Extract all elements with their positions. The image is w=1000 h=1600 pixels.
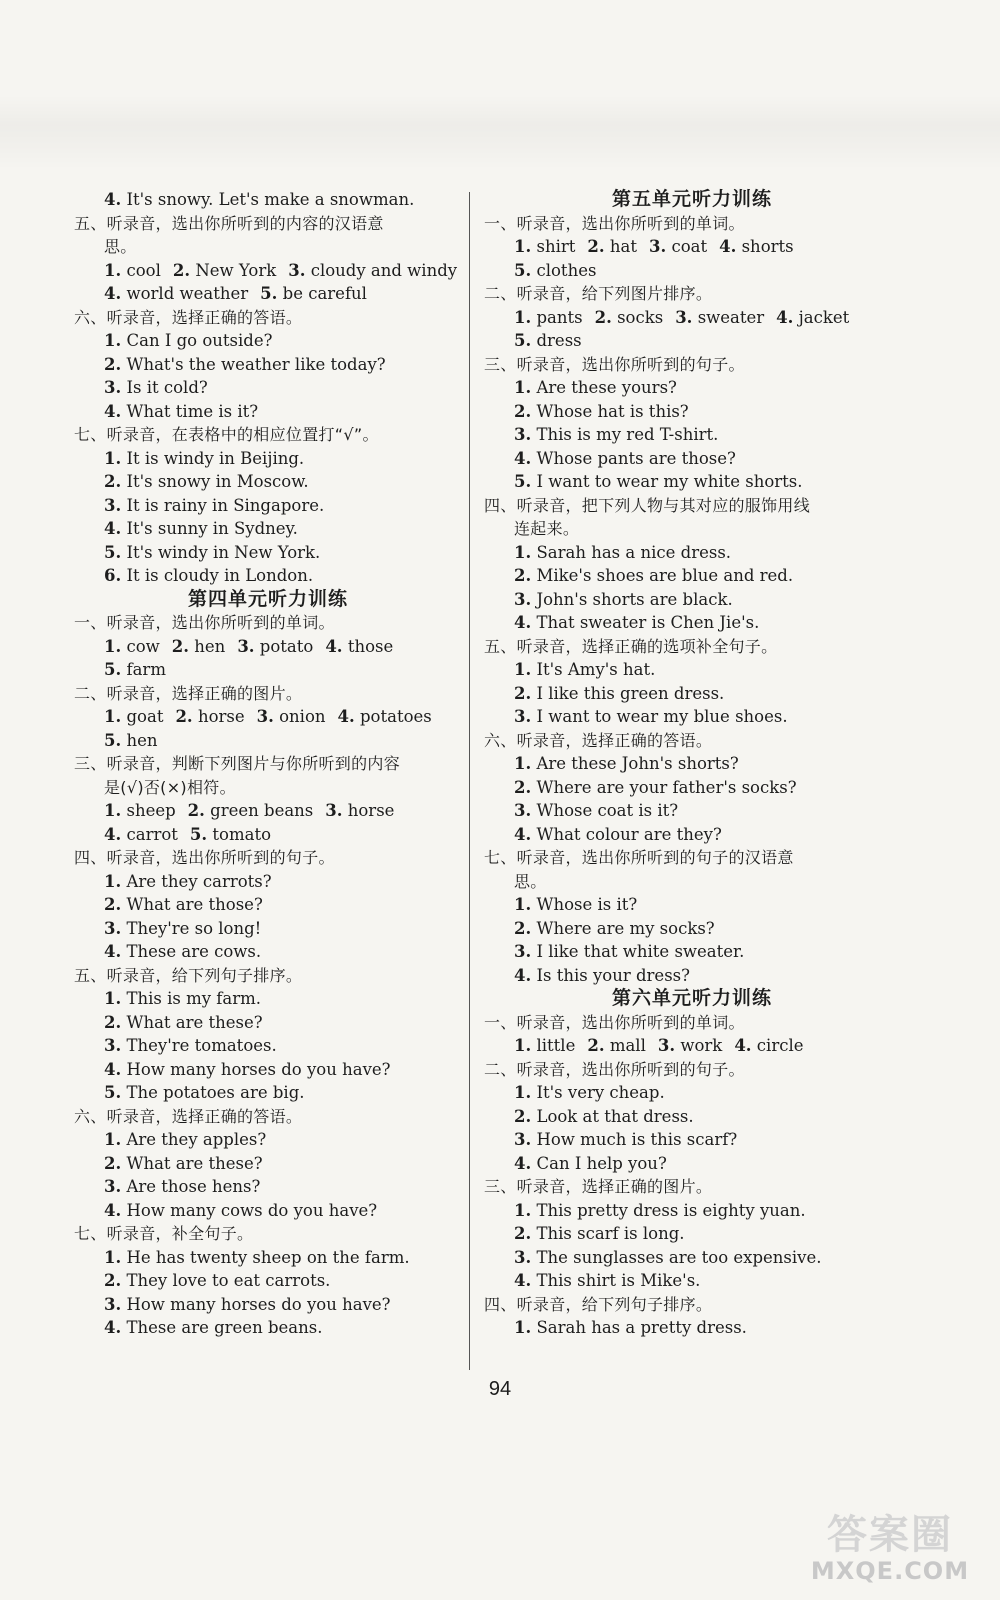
section-heading-continued: 连起来。 (514, 519, 580, 538)
answer-line (74, 494, 462, 518)
item-number: 2. (187, 801, 205, 820)
answer-line (484, 447, 900, 471)
answer-text: coat (671, 237, 708, 256)
answer-line (484, 776, 900, 800)
watermark-url: MXQE.COM (810, 1557, 970, 1585)
item-number: 4. (104, 942, 122, 961)
item-number: 3. (657, 1036, 676, 1055)
answer-text: potato (259, 636, 314, 656)
answer-text: I like that white sweater. (536, 942, 745, 961)
answer-line (74, 470, 462, 494)
answer-text: be careful (282, 284, 367, 303)
answer-text: pants (536, 307, 583, 327)
answer-line (484, 1199, 900, 1223)
answer-text: I want to wear my blue shoes. (536, 707, 788, 726)
answer-text: It is rainy in Singapore. (126, 495, 325, 515)
item-number: 2. (514, 1106, 532, 1126)
section-heading: 一、听录音，选出你所听到的单词。 (484, 213, 745, 233)
answer-line (74, 823, 462, 847)
section-heading: 二、听录音，选择正确的图片。 (74, 683, 303, 703)
item-number: 5. (514, 260, 532, 280)
section-heading: 一、听录音，选出你所听到的单词。 (484, 1012, 745, 1032)
right-column (484, 188, 900, 1340)
answer-line (484, 1222, 900, 1246)
section-heading: 二、听录音，选出你所听到的句子。 (484, 1059, 745, 1079)
answer-text: I like this green dress. (536, 683, 725, 703)
answer-text: Look at that dress. (536, 1106, 694, 1126)
item-number: 5. (260, 284, 278, 303)
item-number: 1. (514, 754, 532, 773)
answer-line (74, 1011, 462, 1035)
item-number: 3. (514, 801, 532, 820)
answer-line (74, 1175, 462, 1199)
answer-text: horse (347, 801, 395, 820)
item-number: 4. (719, 237, 737, 256)
answer-line (484, 682, 900, 706)
answer-text: How much is this scarf? (536, 1130, 738, 1149)
item-number: 4. (337, 707, 355, 726)
item-number: 3. (104, 1036, 122, 1055)
answer-text: cloudy and windy (310, 260, 458, 280)
answer-line (484, 376, 900, 400)
answer-line (74, 1316, 462, 1340)
item-number: 4. (776, 307, 794, 327)
answer-text: cool (126, 260, 161, 280)
answer-text: Sarah has a nice dress. (536, 542, 732, 562)
answer-line (484, 799, 900, 823)
answer-line (484, 564, 900, 588)
answer-line (74, 517, 462, 541)
answer-text: Are those hens? (126, 1177, 261, 1196)
item-number: 3. (325, 801, 343, 820)
answer-text: farm (126, 660, 166, 679)
item-number: 2. (104, 1271, 122, 1290)
answer-line (484, 964, 900, 988)
answer-text: hen (194, 636, 226, 656)
answer-text: circle (756, 1036, 804, 1055)
item-number: 1. (104, 1247, 122, 1267)
item-number: 4. (514, 824, 532, 844)
section-heading: 六、听录音，选择正确的答语。 (484, 730, 713, 750)
answer-text: Whose hat is this? (536, 401, 689, 421)
answer-text: This pretty dress is eighty yuan. (536, 1200, 806, 1220)
answer-line (74, 1034, 462, 1058)
item-number: 5. (104, 660, 122, 679)
section-heading: 三、听录音，判断下列图片与你所听到的内容 (74, 754, 401, 773)
column-divider (469, 192, 470, 1370)
section-heading: 五、听录音，选择正确的选项补全句子。 (484, 636, 778, 656)
answer-text: It's snowy in Moscow. (126, 472, 309, 491)
item-number: 5. (104, 1083, 122, 1102)
section-heading: 三、听录音，选择正确的图片。 (484, 1177, 713, 1196)
answer-text: It's windy in New York. (126, 542, 321, 562)
answer-line (484, 1316, 900, 1340)
item-number: 1. (104, 707, 122, 726)
answer-line (484, 823, 900, 847)
answer-line (484, 658, 900, 682)
answer-line (484, 329, 900, 353)
answer-line (74, 1293, 462, 1317)
answer-text: It is cloudy in London. (126, 566, 314, 585)
answer-text: Is this your dress? (536, 965, 690, 985)
watermark-logo (800, 1512, 980, 1592)
section-heading: 六、听录音，选择正确的答语。 (74, 307, 303, 327)
answer-text: shorts (741, 237, 794, 256)
answer-text: This scarf is long. (536, 1224, 685, 1243)
item-number: 3. (237, 636, 255, 656)
item-number: 1. (104, 989, 122, 1008)
item-number: 4. (514, 1153, 532, 1173)
answer-line (484, 306, 900, 330)
answer-text: The sunglasses are too expensive. (536, 1247, 822, 1267)
section-heading-continued: 是(√)否(×)相符。 (104, 777, 236, 797)
item-number: 3. (288, 260, 306, 280)
answer-text: What are those? (126, 895, 263, 914)
answer-text: tomato (212, 824, 272, 844)
item-number: 1. (514, 895, 532, 914)
item-number: 2. (104, 1012, 122, 1032)
answer-line (74, 1246, 462, 1270)
answer-text: onion (279, 707, 326, 726)
item-number: 3. (514, 1247, 532, 1267)
item-number: 3. (104, 918, 122, 938)
item-number: 2. (104, 354, 122, 374)
item-number: 4. (104, 519, 122, 538)
answer-text: sheep (126, 801, 176, 820)
section-heading: 五、听录音，选出你所听到的内容的汉语意 (74, 213, 384, 233)
answer-line (74, 353, 462, 377)
answer-text: What colour are they? (536, 824, 722, 844)
item-number: 1. (514, 1036, 532, 1055)
answer-line (74, 917, 462, 941)
item-number: 1. (104, 1130, 122, 1149)
item-number: 5. (514, 472, 532, 491)
answer-line (74, 893, 462, 917)
answer-line (74, 1128, 462, 1152)
answer-text: Are these yours? (536, 378, 677, 397)
answer-text: He has twenty sheep on the farm. (126, 1247, 410, 1267)
answer-line (484, 400, 900, 424)
answer-text: This is my red T-shirt. (536, 425, 719, 444)
answer-line (484, 1152, 900, 1176)
answer-text: It's snowy. Let's make a snowman. (126, 190, 415, 209)
answer-text: shirt (536, 237, 576, 256)
answer-line (74, 799, 462, 823)
answer-line (74, 870, 462, 894)
answer-line (74, 400, 462, 424)
answer-text: New York (195, 260, 277, 280)
item-number: 4. (104, 1200, 122, 1220)
item-number: 2. (104, 472, 122, 491)
answer-text: The potatoes are big. (126, 1083, 305, 1102)
item-number: 3. (256, 707, 274, 726)
answer-text: dress (536, 331, 582, 350)
section-heading: 一、听录音，选出你所听到的单词。 (74, 613, 335, 632)
item-number: 3. (648, 237, 667, 256)
item-number: 1. (514, 1200, 532, 1220)
answer-text: Sarah has a pretty dress. (536, 1318, 747, 1337)
answer-line (484, 1034, 900, 1058)
item-number: 1. (514, 1083, 532, 1102)
answer-text: hen (126, 730, 158, 750)
answer-text: green beans (210, 801, 314, 820)
item-number: 1. (514, 1318, 532, 1337)
answer-line (74, 940, 462, 964)
answer-line (484, 917, 900, 941)
unit-title: 第五单元听力训练 (611, 188, 772, 210)
answer-text: These are green beans. (126, 1318, 323, 1337)
item-number: 3. (514, 707, 532, 726)
unit-title: 第六单元听力训练 (611, 987, 772, 1009)
item-number: 4. (325, 636, 343, 656)
answer-text: Whose is it? (536, 895, 638, 914)
item-number: 3. (104, 1177, 122, 1196)
item-number: 4. (104, 284, 122, 303)
item-number: 4. (514, 965, 532, 985)
answer-line (74, 447, 462, 471)
section-heading: 四、听录音，把下列人物与其对应的服饰用线 (484, 495, 811, 515)
answer-line (74, 259, 462, 283)
item-number: 3. (675, 307, 693, 327)
answer-text: little (536, 1036, 576, 1055)
item-number: 2. (587, 237, 605, 256)
item-number: 1. (104, 448, 122, 468)
item-number: 5. (104, 730, 122, 750)
answer-text: work (680, 1036, 723, 1055)
answer-text: carrot (126, 824, 178, 844)
answer-line (484, 1246, 900, 1270)
answer-text: It's Amy's hat. (536, 660, 656, 679)
section-heading: 二、听录音，给下列图片排序。 (484, 284, 713, 303)
answer-text: goat (126, 707, 164, 726)
item-number: 1. (514, 378, 532, 397)
answer-text: Can I go outside? (126, 331, 273, 350)
answer-line (484, 611, 900, 635)
answer-text: sweater (697, 307, 765, 327)
answer-line (74, 1199, 462, 1223)
answer-text: those (347, 636, 394, 656)
section-heading: 七、听录音，补全句子。 (74, 1224, 254, 1243)
answer-line (74, 376, 462, 400)
item-number: 1. (514, 307, 532, 327)
answer-line (74, 188, 462, 212)
answer-text: jacket (798, 307, 850, 327)
item-number: 4. (104, 1318, 122, 1337)
item-number: 3. (104, 1294, 122, 1314)
answer-text: I want to wear my white shorts. (536, 472, 803, 491)
answer-line (484, 259, 900, 283)
answer-line (74, 564, 462, 588)
item-number: 4. (104, 190, 122, 209)
item-number: 2. (104, 895, 122, 914)
item-number: 6. (104, 566, 122, 585)
item-number: 3. (104, 495, 122, 515)
item-number: 4. (514, 1271, 532, 1290)
answer-text: It's very cheap. (536, 1083, 665, 1102)
section-heading: 六、听录音，选择正确的答语。 (74, 1106, 303, 1126)
answer-text: These are cows. (126, 942, 262, 961)
item-number: 2. (514, 683, 532, 703)
item-number: 2. (514, 401, 532, 421)
answer-line (484, 940, 900, 964)
answer-line (74, 1058, 462, 1082)
answer-text: potatoes (360, 707, 432, 726)
item-number: 3. (514, 589, 532, 609)
item-number: 1. (514, 237, 532, 256)
answer-text: Mike's shoes are blue and red. (536, 566, 794, 585)
item-number: 4. (514, 448, 532, 468)
answer-line (484, 423, 900, 447)
answer-text: Can I help you? (536, 1153, 667, 1173)
answer-text: That sweater is Chen Jie's. (536, 613, 760, 632)
answer-text: horse (197, 707, 245, 726)
item-number: 1. (104, 260, 122, 280)
answer-text: What are these? (126, 1153, 263, 1173)
left-column (74, 188, 462, 1340)
item-number: 4. (514, 613, 532, 632)
answer-text: hat (609, 237, 637, 256)
answer-line (74, 705, 462, 729)
item-number: 4. (104, 824, 122, 844)
item-number: 1. (514, 660, 532, 679)
item-number: 1. (104, 636, 122, 656)
unit-title: 第四单元听力训练 (187, 587, 348, 610)
answer-line (484, 470, 900, 494)
answer-line (74, 1269, 462, 1293)
answer-text: How many horses do you have? (126, 1294, 391, 1314)
item-number: 4. (104, 1059, 122, 1079)
answer-line (484, 752, 900, 776)
item-number: 2. (514, 777, 532, 797)
section-heading: 七、听录音，在表格中的相应位置打“√”。 (74, 425, 379, 444)
item-number: 5. (514, 331, 532, 350)
answer-text: They're tomatoes. (126, 1036, 277, 1055)
answer-text: socks (617, 307, 664, 327)
item-number: 2. (594, 307, 612, 327)
answer-text: This is my farm. (126, 989, 262, 1008)
section-heading: 七、听录音，选出你所听到的句子的汉语意 (484, 848, 794, 867)
answer-text: Where are my socks? (536, 918, 715, 938)
answer-line (484, 541, 900, 565)
section-heading-continued: 思。 (104, 237, 137, 256)
answer-line (74, 1152, 462, 1176)
item-number: 2. (172, 260, 191, 280)
answer-line (74, 987, 462, 1011)
answer-text: Is it cold? (126, 378, 208, 397)
answer-text: John's shorts are black. (536, 589, 733, 609)
scan-shadow-band (0, 95, 1000, 170)
answer-text: It is windy in Beijing. (126, 448, 305, 468)
item-number: 1. (104, 331, 122, 350)
watermark-text: 答案圈 (827, 1512, 953, 1558)
answer-text: What time is it? (126, 401, 259, 421)
answer-text: This shirt is Mike's. (536, 1271, 701, 1290)
answer-text: Whose pants are those? (536, 448, 736, 468)
item-number: 2. (514, 566, 532, 585)
answer-text: How many horses do you have? (126, 1059, 391, 1079)
answer-text: They're so long! (126, 918, 262, 938)
item-number: 2. (514, 918, 532, 938)
item-number: 2. (514, 1224, 532, 1243)
answer-text: How many cows do you have? (126, 1200, 378, 1220)
answer-text: It's sunny in Sydney. (126, 519, 298, 538)
item-number: 2. (171, 636, 190, 656)
section-heading-continued: 思。 (514, 871, 547, 891)
answer-line (74, 329, 462, 353)
item-number: 2. (175, 707, 193, 726)
item-number: 2. (104, 1153, 122, 1173)
answer-text: world weather (126, 284, 249, 303)
answer-text: They love to eat carrots. (126, 1271, 331, 1290)
item-number: 5. (189, 824, 208, 844)
answer-line (74, 729, 462, 753)
item-number: 1. (104, 801, 122, 820)
answer-text: clothes (536, 260, 597, 280)
answer-line (484, 1105, 900, 1129)
item-number: 4. (734, 1036, 752, 1055)
answer-text: Where are your father's socks? (536, 777, 797, 797)
item-number: 1. (514, 542, 532, 562)
item-number: 2. (587, 1036, 605, 1055)
section-heading: 五、听录音，给下列句子排序。 (74, 965, 303, 985)
answer-line (74, 1081, 462, 1105)
item-number: 3. (514, 1130, 532, 1149)
answer-line (484, 1128, 900, 1152)
item-number: 3. (104, 378, 122, 397)
answer-text: Are they carrots? (126, 871, 272, 891)
answer-text: Are they apples? (126, 1130, 267, 1149)
answer-line (484, 1081, 900, 1105)
answer-text: What's the weather like today? (126, 354, 386, 374)
answer-line (484, 705, 900, 729)
section-heading: 三、听录音，选出你所听到的句子。 (484, 354, 745, 374)
answer-line (74, 282, 462, 306)
answer-text: cow (126, 636, 160, 656)
answer-text: mall (609, 1036, 646, 1055)
answer-line (74, 635, 462, 659)
item-number: 3. (514, 942, 532, 961)
item-number: 5. (104, 542, 122, 562)
item-number: 4. (104, 401, 122, 421)
item-number: 3. (514, 425, 532, 444)
answer-text: What are these? (126, 1012, 263, 1032)
answer-text: Whose coat is it? (536, 801, 679, 820)
item-number: 1. (104, 871, 122, 891)
section-heading: 四、听录音，给下列句子排序。 (484, 1294, 713, 1314)
answer-line (74, 541, 462, 565)
section-heading: 四、听录音，选出你所听到的句子。 (74, 848, 335, 867)
answer-text: Are these John's shorts? (536, 754, 739, 773)
answer-line (484, 1269, 900, 1293)
answer-line (484, 235, 900, 259)
answer-line (484, 893, 900, 917)
answer-line (484, 588, 900, 612)
page-number: 94 (488, 1378, 512, 1400)
answer-line (74, 658, 462, 682)
